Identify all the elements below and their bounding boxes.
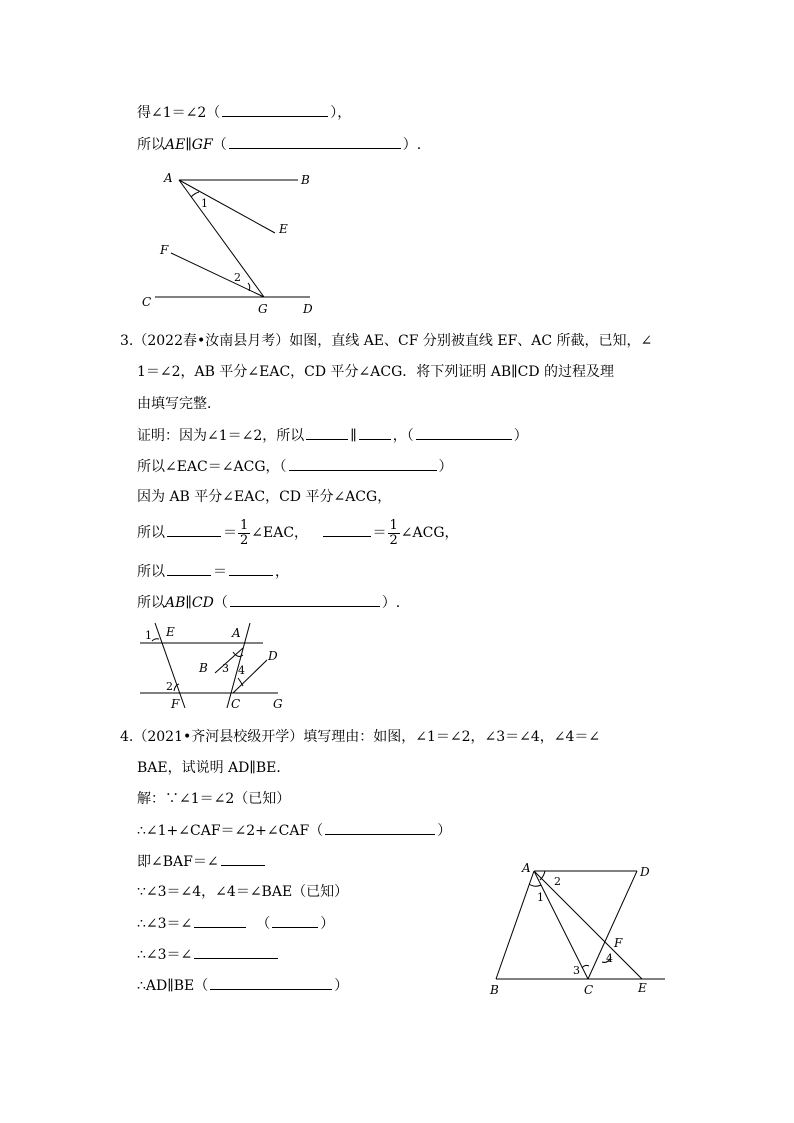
label-F: F bbox=[160, 243, 169, 257]
q4-step-1: 解：∵∠1＝∠2（已知） bbox=[137, 791, 291, 807]
angle-1-label: 1 bbox=[537, 891, 544, 904]
label-D: D bbox=[640, 865, 650, 879]
proof-text: ∴∠3＝∠ bbox=[137, 916, 193, 932]
figure-parallel-lines-1 bbox=[135, 165, 335, 317]
proof-text: （ bbox=[213, 595, 228, 611]
proof-text: ） bbox=[320, 916, 335, 932]
q3-proof-line-4 bbox=[137, 518, 459, 548]
q3-proof-line-6 bbox=[137, 592, 400, 613]
figure-parallel-lines-2 bbox=[135, 618, 295, 714]
q4-step-3 bbox=[137, 851, 267, 872]
proof-math: AB∥CD bbox=[165, 595, 214, 611]
answer-blank[interactable] bbox=[272, 913, 318, 928]
angle-2-label: 2 bbox=[234, 271, 241, 284]
q3-stem-line-2: 1＝∠2，AB 平分∠EAC，CD 平分∠ACG．将下列证明 AB∥CD 的过程及理 bbox=[137, 364, 614, 380]
label-E: E bbox=[166, 625, 175, 639]
q3-proof-line-1 bbox=[137, 425, 528, 446]
label-C: C bbox=[142, 295, 152, 309]
proof-text: ∴∠1+∠CAF＝∠2+∠CAF（ bbox=[137, 823, 324, 839]
angle-1-label: 1 bbox=[201, 197, 208, 210]
q4-step-2 bbox=[137, 820, 451, 841]
proof-text: ） bbox=[334, 978, 349, 994]
label-A: A bbox=[164, 171, 173, 185]
fraction-denominator: 2 bbox=[389, 532, 398, 548]
proof-text: ∴AD∥BE（ bbox=[137, 978, 209, 994]
proof-text: ）. bbox=[381, 595, 401, 611]
proof-text: ∠EAC， bbox=[251, 525, 309, 541]
q2-text: （ bbox=[212, 137, 227, 153]
proof-text: 所以∠EAC＝∠ACG，（ bbox=[137, 459, 287, 475]
fraction-numerator: 1 bbox=[389, 517, 398, 533]
label-G: G bbox=[258, 302, 268, 316]
answer-blank[interactable] bbox=[230, 592, 380, 607]
proof-text: 所以 bbox=[137, 525, 165, 541]
label-F: F bbox=[614, 936, 623, 950]
proof-text: ， bbox=[275, 564, 289, 580]
q3-proof-line-2 bbox=[137, 456, 453, 477]
label-G: G bbox=[273, 697, 283, 711]
answer-blank[interactable] bbox=[323, 522, 371, 537]
answer-blank[interactable] bbox=[306, 425, 348, 440]
answer-blank[interactable] bbox=[210, 975, 332, 990]
proof-text: ，（ bbox=[392, 428, 414, 444]
label-D: D bbox=[268, 649, 278, 663]
answer-blank[interactable] bbox=[325, 820, 435, 835]
label-B: B bbox=[199, 661, 208, 675]
angle-1-label: 1 bbox=[145, 629, 152, 642]
label-F: F bbox=[171, 697, 180, 711]
proof-text: ∥ bbox=[350, 428, 357, 444]
fraction-denominator: 2 bbox=[240, 532, 249, 548]
label-D: D bbox=[303, 302, 313, 316]
answer-blank[interactable] bbox=[229, 561, 273, 576]
proof-text: ＝ bbox=[372, 525, 387, 541]
answer-blank[interactable] bbox=[229, 134, 401, 149]
label-E: E bbox=[279, 222, 288, 236]
angle-3-label: 3 bbox=[573, 964, 580, 977]
label-C: C bbox=[584, 983, 594, 997]
angle-3-label: 3 bbox=[222, 662, 229, 675]
q2-text: ）， bbox=[330, 105, 352, 121]
proof-text: ∴∠3＝∠ bbox=[137, 947, 193, 963]
q4-step-5 bbox=[137, 913, 334, 934]
proof-text: （ bbox=[256, 916, 271, 932]
q4-stem-line-2: BAE，试说明 AD∥BE． bbox=[137, 760, 291, 776]
fraction-half bbox=[388, 519, 400, 548]
q4-stem-line-1: 4.（2021•齐河县校级开学）填写理由：如图，∠1＝∠2，∠3＝∠4，∠4＝∠ bbox=[120, 729, 601, 745]
q2-text: ）. bbox=[402, 137, 422, 153]
proof-text: ） bbox=[513, 428, 528, 444]
figure-parallelogram bbox=[482, 858, 672, 1000]
q4-step-7 bbox=[137, 975, 348, 996]
answer-blank[interactable] bbox=[222, 102, 328, 117]
q4-step-6 bbox=[137, 944, 280, 965]
label-A: A bbox=[232, 626, 241, 640]
angle-4-label: 4 bbox=[238, 664, 245, 677]
answer-blank[interactable] bbox=[289, 456, 437, 471]
q3-proof-line-5 bbox=[137, 561, 289, 582]
q3-stem-line-1: 3.（2022春•汝南县月考）如图，直线 AE、CF 分别被直线 EF、AC 所截，已知，∠ bbox=[120, 333, 653, 349]
proof-text: ） bbox=[437, 823, 452, 839]
proof-text: 即∠BAF＝∠ bbox=[137, 854, 219, 870]
proof-text: ＝ bbox=[213, 564, 227, 580]
answer-blank[interactable] bbox=[194, 944, 278, 959]
angle-2-label: 2 bbox=[554, 875, 561, 888]
q2-line-1 bbox=[137, 102, 351, 123]
q2-text: 所以 bbox=[137, 137, 165, 153]
q4-step-4: ∵∠3＝∠4，∠4＝∠BAE（已知） bbox=[137, 884, 349, 900]
answer-blank[interactable] bbox=[416, 425, 512, 440]
label-E: E bbox=[638, 981, 647, 995]
fraction-numerator: 1 bbox=[240, 517, 249, 533]
label-B: B bbox=[490, 983, 499, 997]
angle-4-label: 4 bbox=[606, 952, 613, 965]
q3-stem-line-3: 由填写完整． bbox=[137, 396, 221, 412]
q2-math: AE∥GF bbox=[165, 137, 213, 153]
q2-line-2 bbox=[137, 134, 421, 155]
label-C: C bbox=[231, 697, 241, 711]
answer-blank[interactable] bbox=[194, 913, 246, 928]
proof-text: ∠ACG， bbox=[400, 525, 459, 541]
label-B: B bbox=[301, 173, 310, 187]
q3-proof-line-3: 因为 AB 平分∠EAC，CD 平分∠ACG， bbox=[137, 489, 392, 505]
fraction-half bbox=[238, 519, 250, 548]
proof-text: 所以 bbox=[137, 564, 165, 580]
answer-blank[interactable] bbox=[167, 522, 221, 537]
proof-text: 证明：因为∠1＝∠2，所以 bbox=[137, 428, 305, 444]
proof-text: ） bbox=[438, 459, 453, 475]
proof-text: 所以 bbox=[137, 595, 165, 611]
q2-text: 得∠1＝∠2（ bbox=[137, 105, 221, 121]
proof-text: ＝ bbox=[223, 525, 237, 541]
label-A: A bbox=[522, 861, 531, 875]
answer-blank[interactable] bbox=[221, 851, 265, 866]
angle-2-label: 2 bbox=[166, 680, 173, 693]
answer-blank[interactable] bbox=[167, 561, 211, 576]
answer-blank[interactable] bbox=[359, 425, 391, 440]
